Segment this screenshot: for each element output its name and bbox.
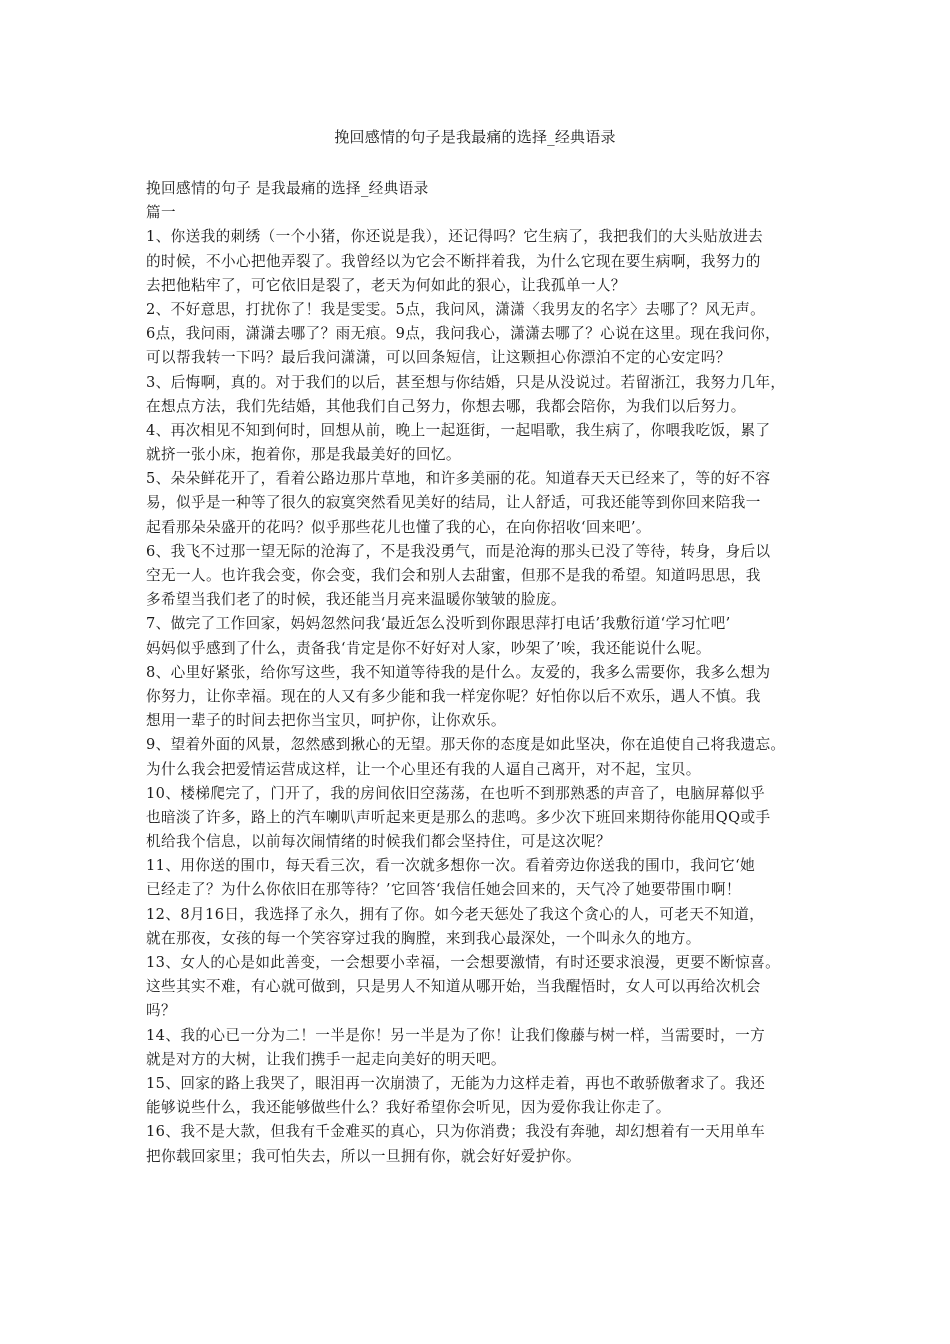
text-line: 这些其实不难，有心就可做到，只是男人不知道从哪开始，当我醒悟时，女人可以再给次机会: [146, 978, 761, 996]
text-line: 已经走了？为什么你依旧在那等待？’它回答‘我信任她会回来的，天气冷了她要带围巾啊！: [146, 881, 741, 899]
text-line: 16、我不是大款，但我有千金难买的真心，只为你消费；我没有奔驰，却幻想着有一天用单车: [146, 1123, 766, 1141]
text-line: 去把他粘牢了，可它依旧是裂了，老天为何如此的狠心，让我孤单一人？: [146, 276, 626, 294]
text-line: 14、我的心已一分为二！一半是你！另一半是为了你！让我们像藤与树一样，当需要时，一方: [146, 1026, 766, 1044]
text-line: 易，似乎是一种等了很久的寂寞突然看见美好的结局，让人舒适，可我还能等到你回来陪我一: [146, 494, 761, 512]
text-line: 5、朵朵鲜花开了，看着公路边那片草地，和许多美丽的花。知道春天天已经来了，等的好不容: [146, 470, 771, 488]
text-line: 9、望着外面的风景，忽然感到揪心的无望。那天你的态度是如此坚决，你在追使自己将我遗忘。: [146, 736, 786, 754]
text-line: 也暗淡了许多，路上的汽车喇叭声听起来更是那么的悲鸣。多少次下班回来期待你能用QQ或手: [146, 808, 771, 826]
text-line: 能够说些什么，我还能够做些什么？我好希望你会听见，因为爱你我让你走了。: [146, 1099, 671, 1117]
text-line: 可以帮我转一下吗？最后我问潇潇，可以回条短信，让这颗担心你漂泊不定的心安定吗？: [146, 349, 731, 367]
text-line: 就是对方的大树，让我们携手一起走向美好的明天吧。: [146, 1050, 506, 1068]
text-line: 机给我个信息，以前每次闹情绪的时候我们都会坚持住，可是这次呢？: [146, 833, 611, 851]
text-line: 1、你送我的刺绣（一个小猪，你还说是我），还记得吗？它生病了，我把我们的大头贴放进去: [146, 228, 764, 246]
document-subtitle: 挽回感情的句子 是我最痛的选择_经典语录: [146, 180, 429, 197]
text-line: 7、做完了工作回家，妈妈忽然问我‘最近怎么没听到你跟思萍打电话’我敷衍道‘学习忙吧’: [146, 615, 731, 633]
text-line: 11、用你送的围巾，每天看三次，看一次就多想你一次。看着旁边你送我的围巾，我问它‘她: [146, 857, 756, 875]
document-body: [146, 177, 826, 1169]
section-heading: 篇一: [146, 204, 176, 222]
document-title: 挽回感情的句子是我最痛的选择_经典语录: [334, 128, 616, 146]
text-line: 空无一人。也许我会变，你会变，我们会和别人去甜蜜，但那不是我的希望。知道吗思思，我: [146, 567, 761, 584]
text-line: 起看那朵朵盛开的花吗？似乎那些花儿也懂了我的心，在向你招收‘回来吧’。: [146, 518, 651, 536]
text-line: 2、不好意思，打扰你了！我是雯雯。5点，我问风，潇潇〈我男友的名字〉去哪了？风无声。: [146, 300, 766, 318]
text-line: 把你载回家里；我可怕失去，所以一旦拥有你，就会好好爱护你。: [146, 1147, 581, 1165]
text-line: 13、女人的心是如此善变，一会想要小幸福，一会想要激情，有时还要求浪漫，更要不断惊喜。: [146, 954, 781, 971]
text-line: 4、再次相见不知到何时，回想从前，晚上一起逛街，一起唱歌，我生病了，你喂我吃饭，累了: [146, 421, 771, 439]
text-line: 多希望当我们老了的时候，我还能当月亮来温暖你皱皱的脸庞。: [146, 591, 566, 609]
text-line: 为什么我会把爱情运营成这样，让一个心里还有我的人逼自己离开，对不起，宝贝。: [146, 760, 701, 778]
text-line: 吗？: [146, 1002, 176, 1020]
text-line: 就挤一张小床，抱着你，那是我最美好的回忆。: [146, 446, 461, 464]
text-line: 想用一辈子的时间去把你当宝贝，呵护你，让你欢乐。: [146, 712, 506, 730]
text-line: 8、心里好紧张，给你写这些，我不知道等待我的是什么。友爱的，我多么需要你，我多么想为: [146, 663, 771, 681]
text-line: 在想点方法，我们先结婚，其他我们自己努力，你想去哪，我都会陪你，为我们以后努力。: [146, 397, 746, 415]
text-line: 3、后悔啊，真的。对于我们的以后，甚至想与你结婚，只是从没说过。若留浙江，我努力几年，: [146, 373, 786, 391]
text-line: 就在那夜，女孩的每一个笑容穿过我的胸膛，来到我心最深处，一个叫永久的地方。: [146, 929, 701, 947]
text-line: 10、楼梯爬完了，门开了，我的房间依旧空荡荡，在也听不到那熟悉的声音了，电脑屏幕似乎: [146, 784, 766, 802]
text-line: 你努力，让你幸福。现在的人又有多少能和我一样宠你呢？好怕你以后不欢乐，遇人不慎。我: [146, 687, 761, 705]
text-line: 12、8月16日，我选择了永久，拥有了你。如今老天惩处了我这个贪心的人，可老天不知道，: [146, 905, 765, 923]
text-line: 的时候，不小心把他弄裂了。我曾经以为它会不断拌着我，为什么它现在要生病啊，我努力的: [146, 252, 761, 270]
text-line: 6点，我问雨，潇潇去哪了？雨无痕。9点，我问我心，潇潇去哪了？心说在这里。现在我问你，: [146, 325, 781, 343]
text-line: 妈妈似乎感到了什么，责备我‘肯定是你不好好对人家，吵架了’唉，我还能说什么呢。: [146, 639, 711, 657]
text-line: 6、我飞不过那一望无际的沧海了，不是我没勇气，而是沧海的那头已没了等待，转身，身后以: [146, 542, 771, 560]
text-line: 15、回家的路上我哭了，眼泪再一次崩溃了，无能为力这样走着，再也不敢骄傲奢求了。我还: [146, 1074, 766, 1092]
